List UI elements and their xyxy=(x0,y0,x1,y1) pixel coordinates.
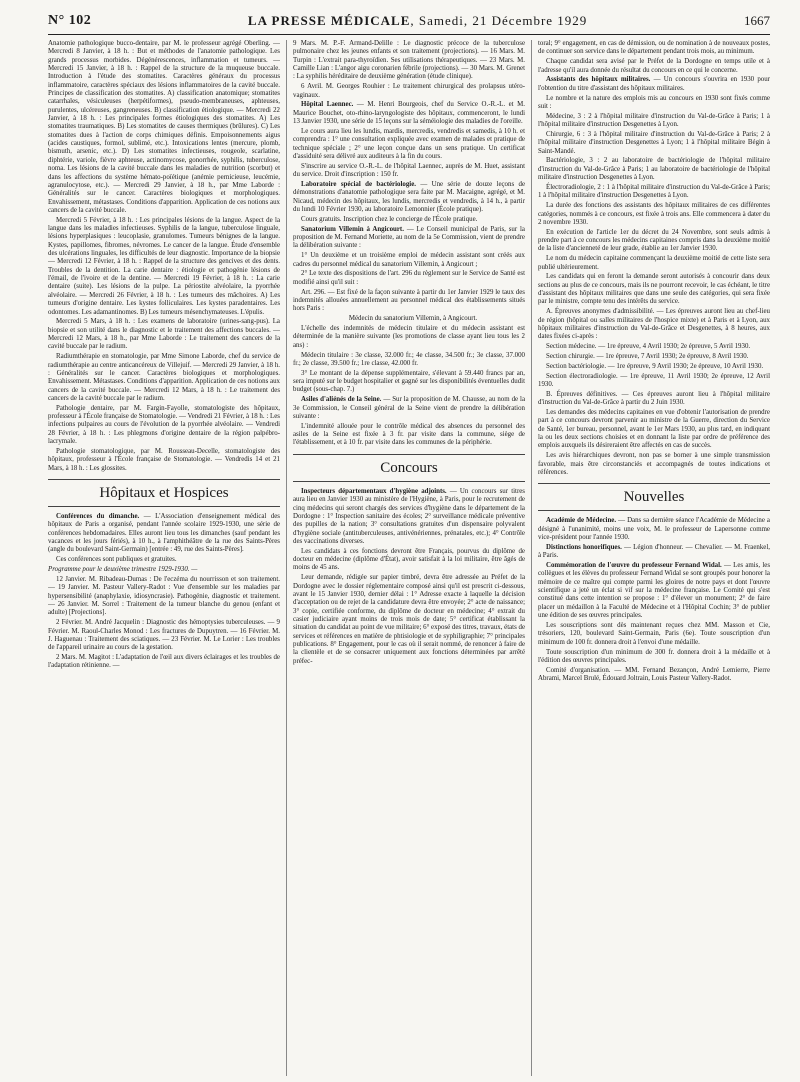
paragraph: S'inscrire au service O.-R.-L. de l'hôpital Laennec, auprès de M. Huet, assistant du service. Droit d'inscription : 150 fr. xyxy=(293,162,525,179)
article-text: — M. Henri Bourgeois, chef du Service O.-R.-L. et M. Maurice Bouchet, oto-rhino-laryngologiste des hôpitaux, commenceront, le lundi 13 Janvier 1930, une série de 15 leçons sur la séméiologie des maladies de l'oreille. xyxy=(293,101,525,126)
article-title: Distinctions honorifiques. xyxy=(546,543,622,551)
paragraph: Leur demande, rédigée sur papier timbré, devra être adressée au Préfet de la Dordogne avec le dossier réglementaire composé ainsi qu'il est prescrit ci-dessous, avant le 15 Janvier 1930, dernier délai : 1° Adresse exacte à laquelle la décision d'acceptation ou de rejet de la candidature devra être envoyée; 2° acte de naissance; 3° copie, certifiée conforme, du diplôme de docteur en médecine; 4° extrait du casier judiciaire ayant moins de trois mois de date; 5° certificat établissant la situation du candidat au point de vue militaire; 6° exposé des titres, travaux, états de services et références en matière de phtisiologie et de syphiligraphie; 7° principales publications. 8° Engagement, pour le cas où il serait nommé, de renoncer à faire de la clientèle et de se consacrer uniquement aux fonctions déterminées par arrêté préfec- xyxy=(293,574,525,665)
article-title: Assistants des hôpitaux militaires. xyxy=(546,76,651,84)
publication-name: LA PRESSE MÉDICALE xyxy=(247,13,411,28)
paragraph: 2° Le texte des dispositions de l'art. 296 du règlement sur le Service de Santé est modifié ainsi qu'il suit : xyxy=(293,270,525,286)
article xyxy=(48,513,280,555)
article xyxy=(293,396,525,421)
article-text: — Légion d'honneur. — Chevalier. — M. Fraenkel, à Paris. xyxy=(538,543,770,560)
paragraph: L'échelle des indemnités de médecin titulaire et du médecin assistant est déterminée de la manière suivante (les promotions de classe ayant lieu tous les 2 ans) : xyxy=(293,325,525,349)
paragraph: Médecin titulaire : 3e classe, 32.000 fr.; 4e classe, 34.500 fr.; 3e classe, 37.000 fr.; 2e classe, 39.500 fr.; 1re classe, 42.000 fr. xyxy=(293,351,525,367)
article-text: — Un concours sur titres aura lieu en Janvier 1930 au ministère de l'Hygiène, à Paris, pour le recrutement de cinq médecins qui seront chargés des services d'hygiène dans le département de la Dordogne : 1° Inspection sanitaire des écoles; 2° surveillance médicale préventive des pupilles de la nation; 3° consultations gratuites d'un dispensaire polyvalent d'hygiène sociale (antituberculeuses, antivénériennes, prénatales, etc.); 4° Contrôle des vaccinations diverses. xyxy=(293,487,525,545)
paragraph: Radiumthérapie en stomatologie, par Mme Simone Laborde, chef du service de radiumthérapie au centre anticancéreux de Villejuif. — Mercredi 29 Janvier, à 18 h. : Généralités sur le cancer. Caractères biologiques et morphologiques. Envahissement. Métastases. Conditions d'apparition. Application de ces notions aux cancers de la cavité buccale. — Mercredi 12 Mars, à 18 h. : Le traitement des cancers de la cavité buccale par le radium. xyxy=(48,353,280,402)
paragraph: Mercredi 5 Mars, à 18 h. : Les examens de laboratoire (urines-sang-pus). La biopsie et son utilité dans le diagnostic et le traitement des affections buccales. — Mercredi 12 Mars, à 18 h., par Mme Laborde : Le traitement des cancers de la cavité buccale par le radium. xyxy=(48,318,280,351)
paragraph: La durée des fonctions des assistants des hôpitaux militaires de ces différentes catégories, nommés à ce concours, est fixée à trois ans. Elle commencera à dater du 2 novembre 1930. xyxy=(538,202,770,226)
paragraph: Ces conférences sont publiques et gratuites. xyxy=(56,556,177,564)
page-header xyxy=(48,8,770,35)
paragraph: Cours gratuits. Inscription chez le concierge de l'École pratique. xyxy=(301,215,478,223)
paragraph: Chirurgie, 6 : 3 à l'hôpital militaire d'instruction du Val-de-Grâce à Paris; 2 à l'hôpital militaire d'instruction Desgenettes à Lyon; 1 à l'hôpital militaire Bégin à Saint-Mandé. xyxy=(538,130,770,155)
article xyxy=(293,181,525,214)
paragraph: Les candidats qui en feront la demande seront autorisés à concourir dans deux sections au plus de ce concours, mais ils ne pourront recevoir, le cas échéant, le titre d'assistant des hôpitaux militaires que dans une seule des catégories, qui sera fixée par le ministre, compte tenu des intérêts du service. xyxy=(538,273,770,306)
article-text: — Les amis, les collègues et les élèves du professeur Fernand Widal se sont groupés pour honorer la mémoire de ce maître qui compte parmi les gloires de notre pays et dont l'œuvre scientifique a jeté un éclat si vif sur la médecine française. Le Comité qui s'est constitué dans cette intention se propose : 1° d'élever un monument; 2° de faire placer un médaillon à la Faculté de Médecine et à l'Hôpital Cochin; 3° de publier une édition de ses œuvres principales. xyxy=(538,562,770,620)
paragraph: Pathologie dentaire, par M. Fargin-Fayolle, stomatologiste des hôpitaux, professeur à l'École française de Stomatologie. — Vendredi 21 Février, à 18 h. : Les infections pulpaires au cours de l'évolution de la pyorrhée alvéolaire. — Vendredi 28 Février, à 18 h. : Les phlegmons d'origine dentaire de la région palpébro-lacrymale. xyxy=(48,404,280,446)
paragraph: Les avis hiérarchiques devront, non pas se borner à une simple transmission favorable, mais être circonstanciés et accompagnés de toutes indications et références. xyxy=(538,452,770,476)
section-title-nouvelles: Nouvelles xyxy=(538,483,770,511)
page-number: 1667 xyxy=(743,13,770,28)
paragraph: Section chirurgie. — 1re épreuve, 7 Avril 1930; 2e épreuve, 8 Avril 1930. xyxy=(546,353,749,361)
article-title: Commémoration de l'œuvre du professeur Fernand Widal. xyxy=(546,562,722,570)
article xyxy=(293,488,525,546)
paragraph: En exécution de l'article 1er du décret du 24 Novembre, sont seuls admis à prendre part à ce concours les médecins capitaines compris dans la deuxième moitié de la liste d'ancienneté de leur grade, établie au 1er Janvier 1930. xyxy=(538,228,770,253)
article xyxy=(293,101,525,126)
paragraph: Le nom du médecin capitaine commençant la deuxième moitié de cette liste sera publié ultérieurement. xyxy=(538,255,770,271)
section-title-hopitaux: Hôpitaux et Hospices xyxy=(48,479,280,507)
article-title: Académie de Médecine. xyxy=(546,517,617,525)
paragraph: 1° Un deuxième et un troisième emploi de médecin assistant sont créés aux cadres du personnel médical du sanatorium Villemin, à Angicourt ; xyxy=(293,252,525,268)
issue-number: N° 102 xyxy=(48,13,92,28)
paragraph: Médecine, 3 : 2 à l'hôpital militaire d'instruction du Val-de-Grâce à Paris; 1 à l'hôpital militaire d'instruction Desgenettes à Lyon. xyxy=(538,112,770,129)
paragraph: 2 Mars. M. Magitot : L'adaptation de l'œil aux divers éclairages et les troubles de l'adaptation rétinienne. — xyxy=(48,654,280,670)
programme-title: Programme pour le deuxième trimestre 1929-1930. — xyxy=(48,566,198,574)
article xyxy=(538,76,770,93)
article-title: Laboratoire spécial de bactériologie. xyxy=(301,181,416,188)
paragraph: L'indemnité allouée pour le contrôle médical des absences du personnel des asiles de la Seine est fixée à 3 fr. par visite dans la commune, siège de l'établissement, et à 10 fr. par visite dans les communes de la périphérie. xyxy=(293,422,525,447)
column-1 xyxy=(48,40,280,1076)
paragraph: Art. 296. — Est fixé de la façon suivante à partir du 1er Janvier 1929 le taux des indemnités allouées annuellement au personnel médical des établissements situés hors Paris : xyxy=(293,288,525,313)
paragraph: Les souscriptions sont dès maintenant reçues chez MM. Masson et Cie, trésoriers, 120, boulevard Saint-Germain, Paris (6e). Toute souscription d'un minimum de 100 fr. donnera droit à l'envoi d'une médaille. xyxy=(538,621,770,646)
article-text: — Le Conseil municipal de Paris, sur la proposition de M. Fernand Moriette, au nom de la 5e Commission, vient de prendre la délibération suivante : xyxy=(293,225,525,250)
paragraph: B. Épreuves définitives. — Ces épreuves auront lieu à l'hôpital militaire d'instruction du Val-de-Grâce à partir du 2 Juin 1930. xyxy=(538,390,770,407)
masthead xyxy=(248,13,587,29)
paragraph: Bactériologie, 3 : 2 au laboratoire de bactériologie de l'hôpital militaire d'instruction du Val-de-Grâce à Paris; 1 au laboratoire de bactériologie de l'hôpital militaire d'instruction Desgenettes à Lyon. xyxy=(538,157,770,182)
paragraph: 12 Janvier. M. Ribadeau-Dumas : De l'eczéma du nourrisson et son traitement. — 19 Janvier. M. Pasteur Vallery-Radot : Vue d'ensemble sur les maladies par hypersensibilité (anaphylaxie, idiosyncrasie). Pathogénie, diagnostic et traitement. — 26 Janvier. M. Sorrel : Traitement de la tumeur blanche du genou (enfant et adulte) [Projections]. xyxy=(48,575,280,617)
paragraph: 9 Mars. M. P.-F. Armand-Delille : Le diagnostic précoce de la tuberculose pulmonaire chez les jeunes enfants et son traitement (projections). — 16 Mars. M. Turpin : L'extrait para-thyroïdien. Ses utilisations thérapeutiques. — 23 Mars. M. Camille Lian : L'angor aigu coronarien fébrile (projections). — 30 Mars. M. Grenet : La syphilis héréditaire de deuxième génération (étude clinique). xyxy=(293,40,525,81)
article xyxy=(293,226,525,251)
article-title: Hôpital Laennec. xyxy=(301,101,354,109)
paragraph: Toute souscription d'un minimum de 300 fr. donnera droit à la médaille et à l'édition des œuvres principales. xyxy=(538,648,770,664)
paragraph: 2 Février. M. André Jacquelin : Diagnostic des hémoptysies tuberculeuses. — 9 Février. M. Raoul-Charles Monod : Les fractures de Dupuytren. — 16 Février. M. J. Haguenau : Traitement des sciatiques. — 23 Février. M. Le Lorier : Les troubles de l'appareil urinaire au cours de la gestation. xyxy=(48,619,280,652)
paragraph: Comité d'organisation. — MM. Fernand Bezançon, André Lemierre, Pierre Abrami, Marcel Brulé, Édouard Joltrain, Louis Pasteur Vallery-Radot. xyxy=(538,666,770,683)
paragraph: Chaque candidat sera avisé par le Préfet de la Dordogne en temps utile et à l'adresse qu'il aura donnée du résultat du concours en ce qui le concerne. xyxy=(538,58,770,74)
columns xyxy=(48,40,770,1076)
column-2 xyxy=(286,40,525,1076)
article-title: Inspecteurs départementaux d'hygiène adjoints. xyxy=(301,487,447,495)
paragraph: Section électroradiologie. — 1re épreuve, 11 Avril 1930; 2e épreuve, 12 Avril 1930. xyxy=(538,372,770,389)
paragraph: Mercredi 5 Février, à 18 h. : Les principales lésions de la langue. Aspect de la langue dans les maladies infectieuses. Syphilis de la langue, tuberculose linguale, lésions hyperplasiques : leucoplasie, granulomes. Tumeurs bénignes de la langue. Kystes, papillomes, fibromes, névromes. Le cancer de la langue. Étude d'ensemble des ulcérations linguales, les difficultés de leur diagnostic. Importance de la biopsie — Mercredi 12 Février, à 18 h. : Rappel de la structure des gencives et des dents. Troubles de la dentition. La carie dentaire : étiologie et pathogénie lésions de l'émail, de l'ivoire et de la dentine. — Mercredi 19 Février, à 18 h. : La carie dentaire (suite). Les lésions de la pulpe. La périostite alvéolaire, la pyorrhée alvéolaire. — Mercredi 26 Février, à 18 h. : Les tumeurs des mâchoires. A) Les tumeurs d'origine dentaire. Les kystes folliculaires. Les kystes paradentaires. Les odontomes. Les adamantinomes. B) Les tumeurs mésenchymateuses. L'épulis. xyxy=(48,216,280,316)
article-text: — Dans sa dernière séance l'Académie de Médecine a désigné à l'unanimité, moins une voix, M. le professeur de Lapersonne comme vice-président pour l'année 1930. xyxy=(538,517,770,542)
article xyxy=(538,562,770,620)
article-text: — Une série de douze leçons de démonstrations d'anatomie pathologique sera faite par M. Macaigne, agrégé, et M. Nicaud, médecin des hôpitaux, les lundis, mercredis et vendredis, à 14 h., à partir du lundi 10 Février 1930, au laboratoire Lemonnier (École pratique). xyxy=(293,181,525,214)
paragraph: 3° Le montant de la dépense supplémentaire, s'élevant à 59.440 francs par an, sera imputé sur le budget hospitalier et gagné sur les disponibilités éventuelles dudit budget (sous-chap. 7.) xyxy=(293,369,525,394)
paragraph: A. Épreuves anonymes d'admissibilité. — Les épreuves auront lieu au chef-lieu de région (hôpital ou salles militaires de l'hospice mixte) et à Paris et à Lyon, aux hôpitaux militaires d'instruction du Val-de-Grâce et Desgenettes, à 8 heures, aux dates fixées ci-après : xyxy=(538,308,770,341)
paragraph xyxy=(48,566,280,574)
section-title-concours: Concours xyxy=(293,454,525,482)
paragraph: 6 Avril. M. Georges Rouhier : Le traitement chirurgical des prolapsus utéro-vaginaux. xyxy=(293,83,525,99)
paragraph: Anatomie pathologique bucco-dentaire, par M. le professeur agrégé Oberling. — Mercredi 8 Janvier, à 18 h. : But et méthodes de l'anatomie pathologique. Les grands processus morbides. Dégénérescences, inflammation et tumeurs. — Mercredi 15 Janvier, à 18 h. : Rappel de la structure de la muqueuse buccale. Introduction à l'étude des stomatites. Caractères généraux du processus inflammatoire, caractères spéciaux des lésions inflammatoires de la cavité buccale. Principes de classification des stomatites. A) classification anatomique; stomatites catarrhales, vésiculeuses (herpétiformes), pseudo-membraneuses, aphteuses, purulentes, ulcéreuses, gangreneuses. B) classification étiologique. — Mercredi 22 Janvier, à 18 h. : Les principales formes étiologiques des stomatites. A) Les stomatites traumatiques. B) Les stomatites de causes thermiques (brûlures). C) Les stomatites dues à l'action de corps chimiques définis. Empoisonnements aigus (acides caustiques, formol, sublimé, etc.). Intoxications lentes (mercure, plomb, bismuth, arsenic, etc.). D) Les stomatites infectieuses, rougeole, scarlatine, diphtérie, variole, fièvre aphteuse, actinomycose, gonorrhée, syphilis, tuberculose, noma. Les lésions de la cavité buccale dans les maladies de nutrition (scorbut) et dans les affections du système hémato-poïétique (anémie pernicieuse, leucémie, agranulocytose, etc.). — Mercredi 29 Janvier, à 18 h., par Mme Laborde : Généralités sur le cancer. Caractères biologiques et morphologiques. Envahissement, métastases. Conditions d'apparition. Application de ces notions aux cancers de la cavité buccale. xyxy=(48,40,280,214)
paragraph: Électroradiologie, 2 : 1 à l'hôpital militaire d'instruction du Val-de-Grâce à Paris; 1 à l'hôpital militaire d'instruction Desgenettes à Lyon. xyxy=(538,184,770,200)
article-text: — Sur la proposition de M. Chausse, au nom de la 3e Commission, le Conseil général de la Seine vient de prendre la délibération suivante : xyxy=(293,396,525,420)
article xyxy=(538,544,770,561)
article-title: Conférences du dimanche. xyxy=(56,513,140,521)
paragraph: Les demandes des médecins capitaines en vue d'obtenir l'autorisation de prendre part à ce concours devront parvenir au ministre de la Guerre, direction du Service de Santé, 1er bureau, personnel, avant le 1er Mars 1930, au plus tard, en indiquant la ou les deux sections choisies et en donnant la liste par ordre de préférence des emplois auxquels ils désireraient être affectés en cas de succès. xyxy=(538,409,770,450)
article-title: Asiles d'aliénés de la Seine. xyxy=(301,396,382,404)
paragraph: Section bactériologie. — 1re épreuve, 9 Avril 1930; 2e épreuve, 10 Avril 1930. xyxy=(546,362,764,370)
column-3 xyxy=(531,40,770,1076)
paragraph: toral; 9° engagement, en cas de démission, ou de nomination à de nouveaux postes, de continuer son service dans le département pendant trois mois, au minimum. xyxy=(538,40,770,56)
paragraph: Pathologie stomatologique, par M. Rousseau-Decelle, stomatologiste des hôpitaux, professeur à l'École française de Stomatologie. — Vendredis 14 et 21 Mars, à 18 h. : Les glossites. xyxy=(48,448,280,472)
article xyxy=(538,517,770,542)
paragraph: Le cours aura lieu les lundis, mardis, mercredis, vendredis et samedis, à 10 h. et comprendra : 1° une consultation expliquée avec examen de malades et pratique de technique spéciale ; 2° une leçon conçue dans un sens pratique. Un certificat d'assiduité sera délivré aux auditeurs à la fin du cours. xyxy=(293,127,525,160)
paragraph: Médecin du sanatorium Villemin, à Angicourt. xyxy=(348,315,478,323)
paragraph: Section médecine. — 1re épreuve, 4 Avril 1930; 2e épreuve, 5 Avril 1930. xyxy=(546,343,751,351)
article-text: — Un concours s'ouvrira en 1930 pour l'obtention du titre d'assistant des hôpitaux militaires. xyxy=(538,76,770,92)
article-title: Sanatorium Villemin à Angicourt. xyxy=(301,225,404,233)
paragraph: Le nombre et la nature des emplois mis au concours en 1930 sont fixés comme suit : xyxy=(538,94,770,110)
issue-date: , Samedi, 21 Décembre 1929 xyxy=(410,13,588,28)
paragraph: Les candidats à ces fonctions devront être Français, pourvus du diplôme de docteur en médecine (diplôme d'État), avoir satisfait à la loi militaire, être âgés de moins de 45 ans. xyxy=(293,547,525,572)
article-text: — L'Association d'enseignement médical des hôpitaux de Paris a organisé, pendant l'année scolaire 1929-1930, une série de conférences hebdomadaires. Elles auront lieu tous les dimanches (sauf pendant les vacances et les jours fériés), à 10 h., à l'amphithéâtre de la rue des Saints-Pères (angle du boulevard Saint-Germain) [entrée : 49, rue des Saints-Pères]. xyxy=(48,513,280,554)
